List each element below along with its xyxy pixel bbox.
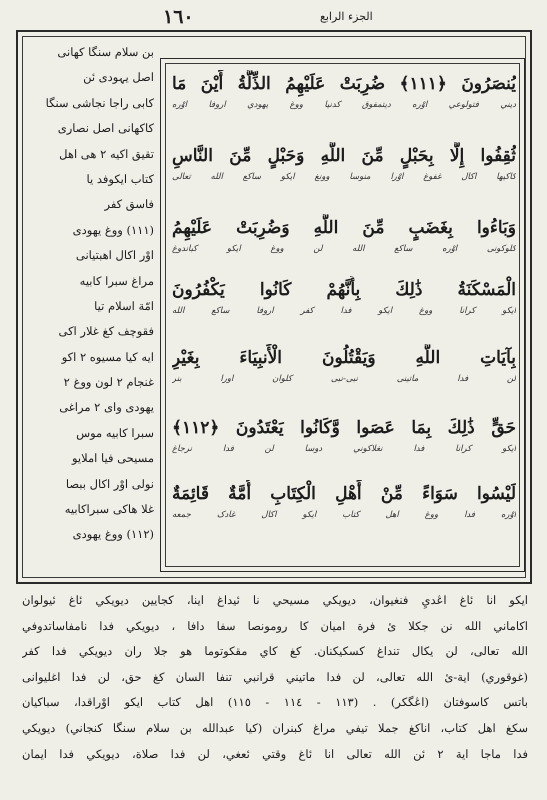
margin-line: (١١١) ووغ یهودی: [72, 222, 154, 237]
interlinear-gloss: کاکیها اکال غفوغ اوْرا منوسا وونغ ایکو ساکع الله تعالی: [172, 172, 516, 182]
margin-line: سبرا کابیه موس: [76, 425, 154, 440]
verse-line: وَبَاءُوا بِغَضَبٍ مِّنَ اللَّهِ وَضُرِبَتْ عَلَیْهِمُ: [172, 218, 516, 238]
interlinear-gloss: ديني فتولوعي اوْره ديتمفوق كدنيا ووغ يهودي اروفا اوْره: [172, 100, 516, 110]
verse-line: حَقٍّ ذَٰلِكَ بِمَا عَصَوا وَّكَانُوا یَعْتَدُونَ ﴿١١٢﴾: [172, 418, 516, 438]
interlinear-gloss: لن فدا ماتینی نبی-نبی کلوان اورا بنر: [172, 374, 516, 384]
interlinear-gloss: کلوکونی اوْره ساکع الله لن ووغ ایکو کباندوغ: [172, 244, 516, 254]
margin-line: بن سلام سنگا کھانی: [57, 45, 154, 59]
interlinear-gloss: ایکو كرانا ووغ ایکو فدا كفر اروفا ساكع الله: [172, 306, 516, 316]
footer-line: فدا ماجا اية ٢ ئن الله تعالى انا ئاغ وقتي ئعغي، لن فدا صلاة، ديويكي فدا ايمان: [22, 746, 528, 761]
verse-line: ثُقِفُوا إِلَّا بِحَبْلٍ مِّنَ اللَّهِ وَحَبْلٍ مِّنَ النَّاسِ: [172, 146, 516, 166]
margin-line: مسیحی فیا املایو: [71, 451, 154, 466]
margin-line: فقوچف کغ غلار اکی: [58, 324, 154, 339]
footer-line: (غوقوري) اية-ئ الله تعالى، لن فدا ماتيني قرانبي تنفا السان کغ حق، لن فدا اغليوانى: [22, 669, 528, 684]
interlinear-gloss: ایکو کرانا فدا نغلاکوني دوسا لن فدا نرجاغ: [172, 444, 516, 454]
footer-commentary: [22, 588, 528, 794]
quran-verses: [172, 66, 516, 562]
margin-line: ایه کیا مسیوه ۲ اکو: [61, 349, 154, 364]
page-number: ١٦٠: [163, 6, 194, 28]
margin-line: کتاب ایکوفد یا: [86, 171, 154, 186]
margin-line: اصل یہودی ئن: [83, 70, 154, 85]
margin-line: تقیق اکیه ۲ هی اهل: [59, 146, 154, 161]
verse-line: لَیْسُوا سَوَاءً مِّنْ أَهْلِ الْكِتَابِ أُمَّةٌ قَائِمَةٌ: [172, 484, 516, 504]
footer-line: سكغ اهل كتاب، اناكغ جملا تيفي مراغ كبنران (كيا عبدالله بن سلام سنگا كنجاني) ديويكي: [22, 720, 528, 735]
verse-line: یُنصَرُونَ ﴿١١١﴾ ضُرِبَتْ عَلَیْهِمُ الذِّلَّةُ أَیْنَ مَا: [172, 74, 516, 94]
margin-line: غلا هاکی سبراکابیه: [64, 502, 154, 517]
interlinear-gloss: اوْره فدا ووغ اهل کتاب ایکو اکال غادک جمعه: [172, 510, 516, 520]
margin-line: امّة اسلام تیا: [94, 298, 154, 313]
footer-line: الله تعالى، لن يکال تنداغ کسکيکنان. کغ کاي مقکوتوما هو جلا ران ديويكي فدا کفر: [22, 644, 528, 659]
margin-line: کاکھانی اصل نصاری: [57, 121, 154, 136]
juz-title: الجزء الرابع: [320, 10, 373, 23]
margin-line: یهودی وای ۲ مراغی: [59, 400, 154, 415]
margin-line: نولی اوْر اکال ببصا: [65, 476, 154, 491]
margin-commentary: [26, 40, 154, 574]
margin-line: اوْر اکال اهبتیانی: [75, 248, 154, 263]
margin-line: کابی راجا نجاشی سنگا: [45, 95, 154, 110]
margin-line: غنجام ۲ لون ووغ ۲: [63, 375, 154, 390]
margin-line: فاسق کفر: [104, 197, 154, 212]
verse-line: بِآیَاتِ اللَّهِ وَیَقْتُلُونَ الْأَنبِیَاءَ بِغَیْرِ: [172, 348, 516, 368]
footer-line: ایکو انا ئاغ اڠديِ فنغيوان، ديويكي مسيحي نا ئيداغ اينا، كجايين ديويكي ئاغ ئيولوان: [22, 593, 528, 607]
margin-line: (١١٢) ووغ یهودی: [72, 527, 154, 542]
verse-line: الْمَسْكَنَةُ ذَٰلِكَ بِأَنَّهُمْ كَانُوا یَكْفُرُونَ: [172, 280, 516, 300]
margin-line: مراغ سبرا کابیه: [79, 273, 154, 288]
page-header: [20, 6, 527, 30]
footer-line: اکاماني الله نن جکلا ئ فرة اميان کا رومونصا سفا دافا ، دیويكي فدا نامفاساتدوفي: [22, 618, 528, 633]
footer-line: باتس كاسوفتان (اڠگكر) . (١١٣ - ١١٤ - ١١٥) اهل كتاب ايكو اوْراقدا، سباكيان: [22, 695, 528, 710]
